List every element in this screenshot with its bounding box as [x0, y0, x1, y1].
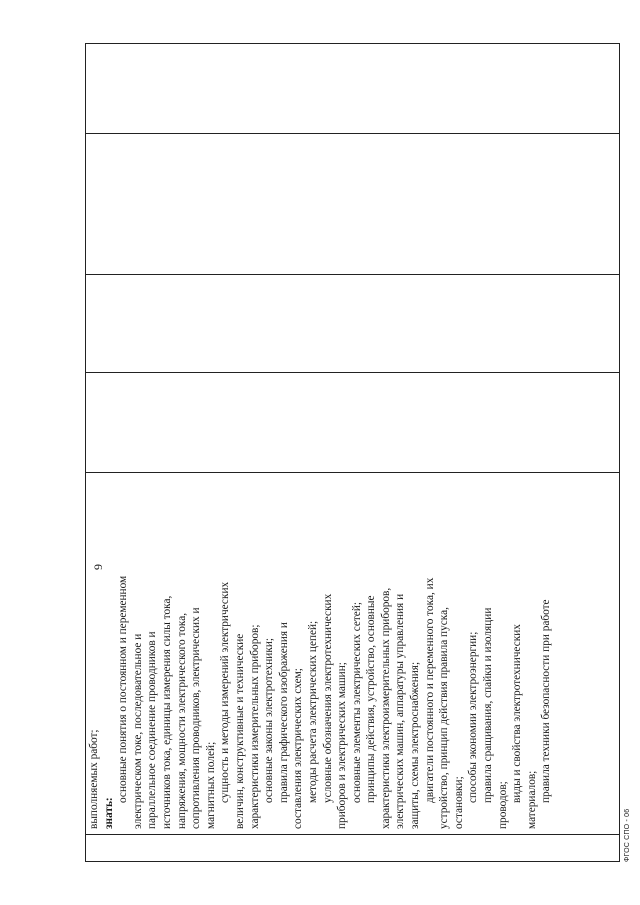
page-number: 9 — [91, 564, 105, 570]
content-line: приборов и электрических машин; — [336, 662, 349, 829]
content-cell — [86, 473, 620, 835]
content-line: правила сращивания, спайки и изоляции — [482, 607, 495, 803]
footer-label: ФГОС СПО - 06 — [624, 808, 631, 862]
content-line: принципы действия, устройство, основные — [365, 595, 378, 803]
empty-cell-6 — [86, 44, 620, 134]
content-line: условные обозначения электротехнических — [321, 593, 334, 803]
content-line: материалов; — [525, 770, 538, 829]
content-line: составления электрических схем; — [292, 668, 305, 829]
content-line: напряжения, мощности электрического тока, — [175, 612, 188, 829]
content-line: магнитных полей; — [204, 741, 217, 829]
content-line: защиты, схемы электроснабжения; — [409, 661, 422, 829]
content-line: сущность и методы измерений электрических — [219, 581, 232, 803]
content-line: выполняемых работ; — [88, 729, 100, 829]
knowledge-list — [86, 473, 554, 834]
table-row — [86, 44, 620, 862]
content-line: двигатели постоянного и переменного тока, их — [423, 577, 436, 803]
empty-cell-3 — [86, 373, 620, 473]
content-line: электрических машин, аппаратуры управления и — [394, 593, 407, 829]
competency-table — [85, 43, 620, 862]
content-line: основные элементы электрических сетей; — [350, 601, 363, 803]
content-line: способы экономии электроэнергии; — [467, 631, 480, 803]
index-cell — [86, 835, 620, 862]
content-line: основные законы электротехники; — [263, 637, 276, 803]
content-line: правила графического изображения и — [277, 622, 290, 803]
content-line: правила техники безопасности при работе — [540, 599, 553, 803]
content-line: характеристики электроизмерительных приборов, — [379, 587, 392, 829]
empty-cell-4 — [86, 275, 620, 373]
content-line: характеристики измерительных приборов; — [248, 624, 261, 829]
content-line: устройство, принцип действия правила пуска, — [438, 607, 451, 829]
content-line: виды и свойства электротехнических — [511, 624, 524, 803]
content-line: электрическом токе, последовательное и — [131, 633, 144, 829]
content-line: знать: — [102, 797, 115, 829]
content-line: параллельное соединение проводников и — [146, 631, 159, 829]
content-line: методы расчета электрических цепей; — [306, 620, 319, 803]
content-line: сопротивления проводников, электрических и — [190, 607, 203, 829]
content-line: источников тока, единицы измерения силы тока, — [160, 595, 173, 829]
content-line: проводов; — [496, 781, 509, 829]
content-line: основные понятия о постоянном и переменном — [117, 575, 130, 803]
empty-cell-5 — [86, 134, 620, 275]
content-line: остановки; — [452, 776, 465, 829]
rotated-page — [85, 44, 631, 862]
content-line: величин, конструктивные и технические — [233, 633, 246, 829]
